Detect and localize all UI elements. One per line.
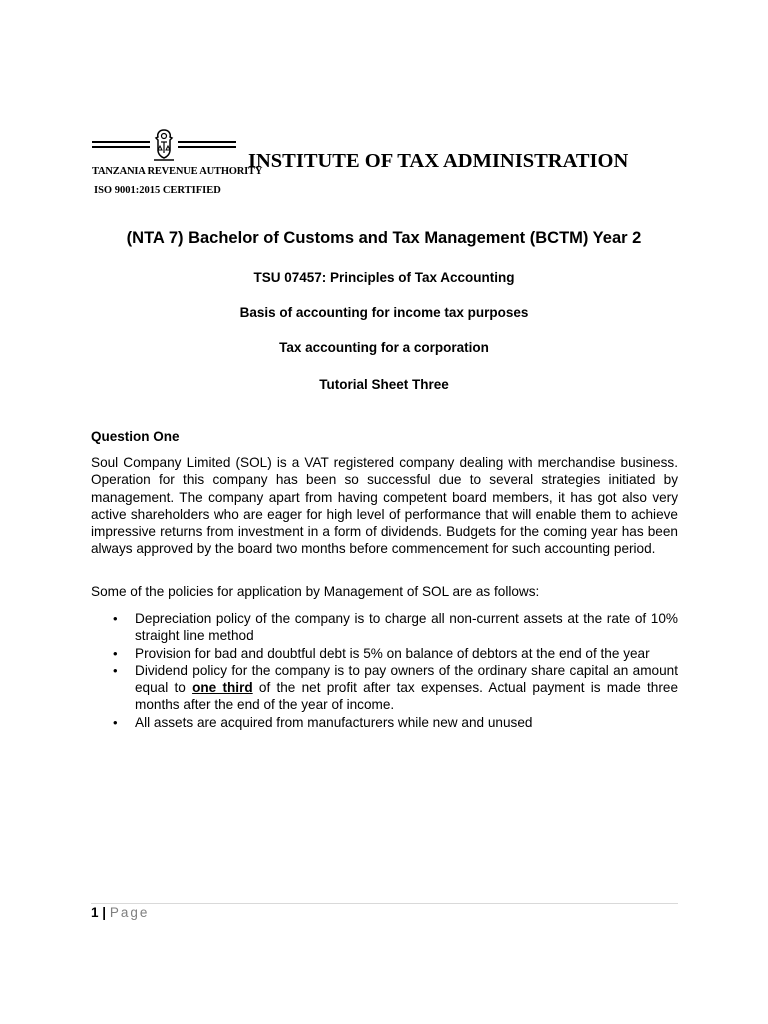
bullet-icon: •: [113, 611, 118, 626]
list-item-text-before: Dividend policy for the company is to pay owners of the ordinary share capital an amount equal to: [135, 662, 678, 696]
question-paragraph: Soul Company Limited (SOL) is a VAT registered company dealing with merchandise business. Operation for this company has been so successful due to several strategies initiated by management. The company apart from having competent board members, it has got also very active shareholders who are eager for high level of performance that will enable them to achieve impressive returns from investment in a form of dividends. Budgets for the coming year has been always approved by the board two months before commencement for such accounting period.: [91, 455, 678, 557]
list-item-text: All assets are acquired from manufacturers while new and unused: [135, 714, 533, 730]
policy-list: [91, 610, 678, 731]
list-item: [91, 610, 678, 645]
authority-name: TANZANIA REVENUE AUTHORITY: [92, 166, 263, 177]
sheet-title: Tutorial Sheet Three: [319, 377, 449, 392]
page-label: Page: [109, 905, 150, 920]
question-heading: Question One: [91, 429, 180, 444]
tra-coat-of-arms-icon: [150, 128, 178, 162]
emphasis-text: one third: [192, 680, 253, 696]
course-title: (NTA 7) Bachelor of Customs and Tax Management (BCTM) Year 2: [126, 229, 642, 247]
list-item-text-after: of the net profit after tax expenses. Actual payment is made three months after the end of the year of income.: [135, 680, 679, 713]
footer-separator: |: [102, 905, 107, 920]
tra-logo: [92, 128, 263, 200]
policies-intro: Some of the policies for application by Management of SOL are as follows:: [91, 584, 540, 599]
bullet-icon: •: [113, 645, 118, 661]
subtopic-title: Tax accounting for a corporation: [279, 340, 489, 355]
iso-certification: ISO 9001:2015 CERTIFIED: [94, 185, 221, 196]
list-item: [91, 662, 678, 714]
topic-title: Basis of accounting for income tax purposes: [239, 305, 529, 320]
footer-divider: [91, 903, 678, 904]
bullet-icon: •: [113, 714, 118, 730]
list-item: [91, 714, 678, 731]
page-number: 1: [91, 905, 99, 920]
institute-title: INSTITUTE OF TAX ADMINISTRATION: [248, 150, 629, 172]
page-footer: [91, 905, 149, 920]
list-item: [91, 645, 678, 662]
list-item-text: Provision for bad and doubtful debt is 5% on balance of debtors at the end of the year: [135, 645, 650, 661]
bullet-icon: •: [113, 662, 118, 678]
list-item-text: Depreciation policy of the company is to charge all non-current assets at the rate of 10% straight line method: [135, 611, 678, 644]
module-code: TSU 07457: Principles of Tax Accounting: [253, 270, 515, 285]
